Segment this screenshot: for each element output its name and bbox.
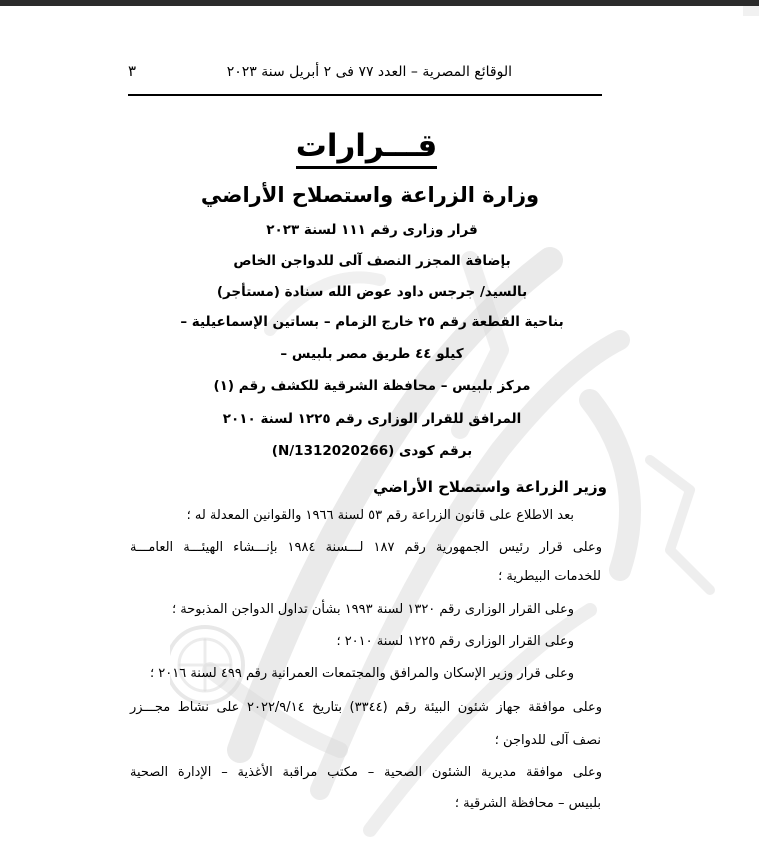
decree-line: بإضافة المجزر النصف آلى للدواجن الخاص	[233, 253, 511, 269]
body-paragraph-line: بعد الاطلاع على قانون الزراعة رقم ٥٣ لسنة ١٩٦٦ والقوانين المعدلة له ؛	[186, 508, 574, 523]
decree-line: مركز بلبيس – محافظة الشرقية للكشف رقم (١)	[213, 378, 531, 394]
page-header	[128, 56, 602, 96]
decree-line: بناحية القطعة رقم ٢٥ خارج الزمام – بساتين الإسماعيلية –	[180, 314, 564, 330]
decree-line: قرار وزارى رقم ١١١ لسنة ٢٠٢٣	[266, 222, 478, 238]
body-paragraph-line: وعلى موافقة جهاز شئون البيئة رقم (٣٣٤٤) بتاريخ ٢٠٢٢/٩/١٤ على نشاط مجـــزر	[130, 700, 602, 715]
minister-heading: وزير الزراعة واستصلاح الأراضي	[373, 478, 607, 496]
body-paragraph-line: وعلى القرار الوزارى رقم ١٣٢٠ لسنة ١٩٩٣ بشأن تداول الدواجن المذبوحة ؛	[171, 602, 574, 617]
body-paragraph-line: للخدمات البيطرية ؛	[498, 569, 601, 584]
ministry-name: وزارة الزراعة واستصلاح الأراضي	[200, 183, 540, 207]
body-paragraph-line: وعلى موافقة مديرية الشئون الصحية – مكتب مراقبة الأغذية – الإدارة الصحية	[130, 765, 602, 780]
decree-line: برقم كودى (N/1312020266)	[271, 443, 473, 459]
body-paragraph-line: وعلى قرار وزير الإسكان والمرافق والمجتمعات العمرانية رقم ٤٩٩ لسنة ٢٠١٦ ؛	[149, 666, 574, 681]
viewer-corner	[743, 6, 759, 16]
viewer-top-bar	[0, 0, 759, 6]
body-paragraph-line: وعلى قرار رئيس الجمهورية رقم ١٨٧ لـــسنة ١٩٨٤ بإنـــشاء الهيئـــة العامـــة	[130, 540, 602, 555]
body-paragraph-line: وعلى القرار الوزارى رقم ١٢٢٥ لسنة ٢٠١٠ ؛	[336, 634, 574, 649]
section-title-text: قـــرارات	[296, 128, 438, 169]
page-number: ٣	[128, 62, 137, 80]
section-title	[0, 128, 733, 164]
body-paragraph-line: نصف آلى للدواجن ؛	[494, 733, 601, 748]
decree-line: كيلو ٤٤ طريق مصر بلبيس –	[280, 346, 464, 362]
decree-line: بالسيد/ جرجس داود عوض الله سنادة (مستأجر)	[216, 284, 528, 300]
gazette-issue-line: الوقائع المصرية – العدد ٧٧ فى ٢ أبريل سنة ٢٠٢٣	[226, 64, 512, 80]
decree-line: المرافق للقرار الوزارى رقم ١٢٢٥ لسنة ٢٠١٠	[222, 411, 522, 427]
body-paragraph-line: بلبيس – محافظة الشرقية ؛	[454, 796, 601, 811]
